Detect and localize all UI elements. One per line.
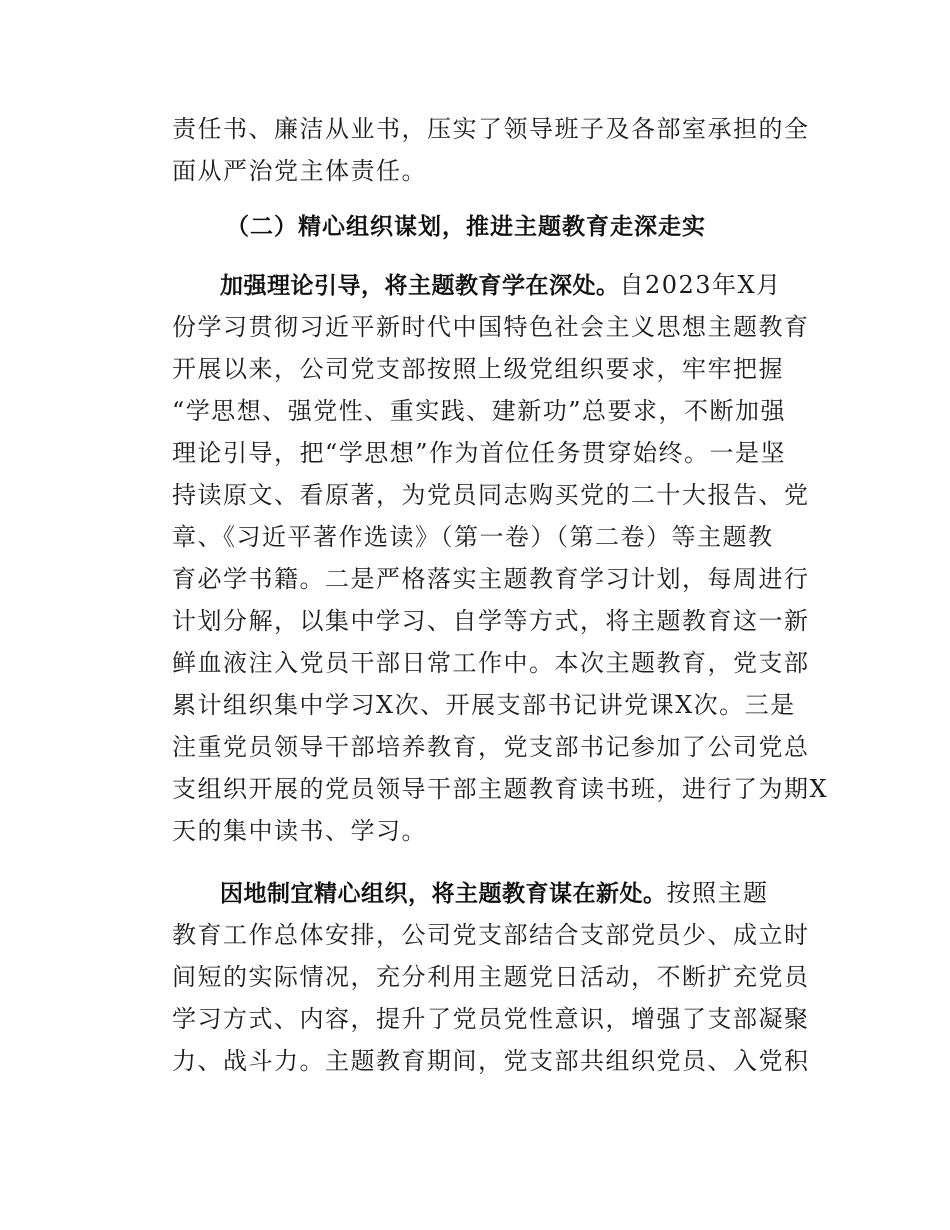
paragraph1-line: 开展以来，公司党支部按照上级党组织要求，牢牢把握 [172, 355, 784, 383]
paragraph1-line: 计划分解，以集中学习、自学等方式，将主题教育这一新 [172, 607, 810, 635]
paragraph2-line: 教育工作总体安排，公司党支部结合支部党员少、成立时 [172, 921, 810, 949]
paragraph1-lead: 加强理论引导，将主题教育学在深处。 [220, 273, 620, 299]
paragraph2-first-line [220, 877, 769, 910]
paragraph1-line: 持读原文、看原著，为党员同志购买党的二十大报告、党 [172, 481, 810, 509]
intro-line-2: 面从严治党主体责任。 [172, 157, 427, 185]
paragraph1-first-line [220, 269, 782, 302]
paragraph1-line: 注重党员领导干部培养教育，党支部书记参加了公司党总 [172, 733, 810, 761]
section-heading: （二）精心组织谋划，推进主题教育走深走实 [226, 214, 706, 240]
paragraph2-line: 学习方式、内容，提升了党员党性意识，增强了支部凝聚 [172, 1005, 810, 1033]
paragraph1-line: 理论引导，把“学思想”作为首位任务贯穿始终。一是坚 [172, 439, 787, 467]
paragraph2-line: 间短的实际情况，充分利用主题党日活动，不断扩充党员 [172, 963, 810, 991]
paragraph2-lead: 因地制宜精心组织，将主题教育谋在新处。 [220, 881, 667, 907]
intro-line-1: 责任书、廉洁从业书，压实了领导班子及各部室承担的全 [172, 115, 810, 143]
paragraph1-line: 鲜血液注入党员干部日常工作中。本次主题教育，党支部 [172, 649, 810, 677]
paragraph1-line: 支组织开展的党员领导干部主题教育读书班，进行了为期X [172, 775, 829, 803]
paragraph1-line: 章、《习近平著作选读》（第一卷）（第二卷）等主题教 [172, 523, 774, 551]
paragraph1-line: 天的集中读书、学习。 [172, 817, 427, 845]
paragraph1-first-line-rest: 自2023年X月 [619, 271, 782, 299]
paragraph2-line: 力、战斗力。主题教育期间，党支部共组织党员、入党积 [172, 1047, 810, 1075]
paragraph2-first-line-rest: 按照主题 [666, 879, 769, 907]
paragraph1-line: 累计组织集中学习X次、开展支部书记讲党课X次。三是 [172, 691, 796, 719]
paragraph1-line: 育必学书籍。二是严格落实主题教育学习计划，每周进行 [172, 565, 810, 593]
paragraph1-line: 份学习贯彻习近平新时代中国特色社会主义思想主题教育 [172, 313, 810, 341]
paragraph1-line: “学思想、强党性、重实践、建新功”总要求，不断加强 [172, 397, 787, 425]
